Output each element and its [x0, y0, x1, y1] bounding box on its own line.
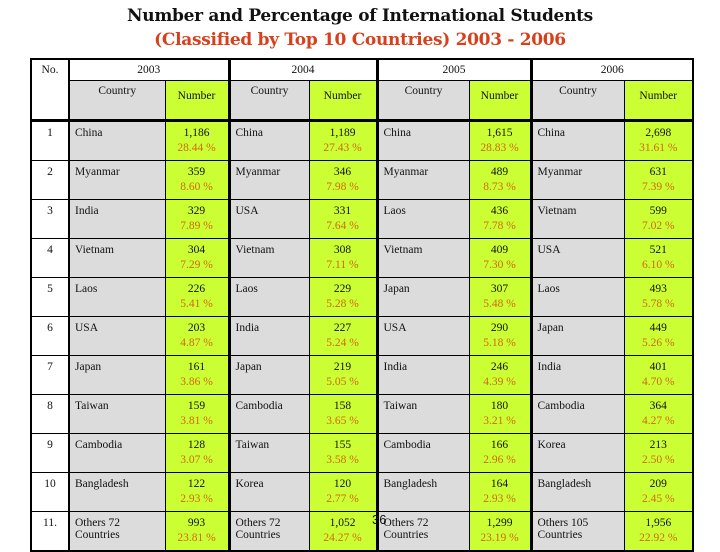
- country-cell: Myanmar: [229, 161, 309, 200]
- student-percentage: 28.83 %: [480, 142, 519, 154]
- student-percentage: 7.64 %: [326, 220, 359, 232]
- student-percentage: 23.19 %: [480, 532, 519, 544]
- students-table: [30, 58, 694, 552]
- student-percentage: 7.78 %: [483, 220, 516, 232]
- number-cell: [165, 434, 229, 473]
- number-cell: [624, 473, 693, 512]
- number-cell: [469, 395, 531, 434]
- country-cell: China: [531, 121, 624, 161]
- rank-cell: 1: [31, 121, 69, 161]
- student-percentage: 8.73 %: [483, 181, 516, 193]
- table-row: [31, 395, 693, 434]
- student-count: 1,299: [486, 517, 513, 529]
- student-percentage: 7.30 %: [483, 259, 516, 271]
- country-cell: Japan: [531, 317, 624, 356]
- student-count: 308: [333, 244, 352, 256]
- country-cell: Laos: [69, 278, 165, 317]
- student-percentage: 31.61 %: [639, 142, 678, 154]
- number-cell: [469, 161, 531, 200]
- table-row: [31, 434, 693, 473]
- student-count: 599: [649, 205, 667, 217]
- header-country: Country: [531, 81, 624, 121]
- student-percentage: 7.89 %: [180, 220, 213, 232]
- rank-cell: 10: [31, 473, 69, 512]
- country-cell: Taiwan: [377, 395, 469, 434]
- student-count: 164: [490, 478, 509, 490]
- number-cell: [165, 473, 229, 512]
- rank-cell: 5: [31, 278, 69, 317]
- student-percentage: 22.92 %: [639, 532, 678, 544]
- country-cell: Japan: [229, 356, 309, 395]
- table-row: [31, 473, 693, 512]
- number-cell: [165, 317, 229, 356]
- table-row: [31, 356, 693, 395]
- number-cell: [624, 278, 693, 317]
- student-count: 209: [649, 478, 667, 490]
- country-cell: Others 72 Countries: [229, 512, 309, 552]
- student-count: 161: [187, 361, 206, 373]
- page-number: 36: [372, 512, 387, 527]
- student-percentage: 4.87 %: [180, 337, 213, 349]
- student-count: 1,052: [329, 517, 356, 529]
- number-cell: [309, 395, 377, 434]
- country-cell: Taiwan: [69, 395, 165, 434]
- country-cell: Japan: [69, 356, 165, 395]
- student-count: 329: [187, 205, 206, 217]
- student-count: 449: [649, 322, 667, 334]
- country-cell: India: [531, 356, 624, 395]
- country-cell: Vietnam: [377, 239, 469, 278]
- student-count: 359: [187, 166, 206, 178]
- country-cell: Myanmar: [531, 161, 624, 200]
- rank-cell: 4: [31, 239, 69, 278]
- student-count: 159: [187, 400, 206, 412]
- rank-cell: 3: [31, 200, 69, 239]
- country-cell: Laos: [531, 278, 624, 317]
- country-cell: Bangladesh: [531, 473, 624, 512]
- number-cell: [469, 278, 531, 317]
- student-percentage: 4.70 %: [641, 376, 675, 388]
- header-no: No.: [31, 59, 69, 121]
- student-count: 2,698: [645, 127, 672, 139]
- country-cell: India: [229, 317, 309, 356]
- student-percentage: 3.81 %: [180, 415, 213, 427]
- student-percentage: 2.45 %: [641, 493, 675, 505]
- student-count: 246: [490, 361, 509, 373]
- country-cell: Bangladesh: [69, 473, 165, 512]
- rank-cell: 11.: [31, 512, 69, 552]
- table-row: [31, 200, 693, 239]
- number-cell: [469, 356, 531, 395]
- country-cell: Vietnam: [531, 200, 624, 239]
- student-count: 1,189: [329, 127, 356, 139]
- student-percentage: 8.60 %: [180, 181, 213, 193]
- page-subtitle: (Classified by Top 10 Countries) 2003 - 2006: [154, 30, 566, 50]
- number-cell: [469, 121, 531, 161]
- table-row: [31, 239, 693, 278]
- student-percentage: 5.05 %: [326, 376, 359, 388]
- header-number: Number: [165, 81, 229, 121]
- country-cell: Cambodia: [69, 434, 165, 473]
- number-cell: [165, 278, 229, 317]
- student-count: 401: [649, 361, 667, 373]
- student-count: 364: [649, 400, 667, 412]
- student-percentage: 7.39 %: [641, 181, 675, 193]
- country-cell: India: [69, 200, 165, 239]
- student-count: 219: [333, 361, 352, 373]
- student-count: 226: [187, 283, 206, 295]
- student-percentage: 7.11 %: [326, 259, 359, 271]
- country-cell: Bangladesh: [377, 473, 469, 512]
- student-count: 227: [333, 322, 352, 334]
- student-percentage: 3.65 %: [326, 415, 359, 427]
- student-percentage: 6.10 %: [641, 259, 675, 271]
- student-percentage: 23.81 %: [177, 532, 216, 544]
- number-cell: [624, 317, 693, 356]
- number-cell: [624, 356, 693, 395]
- student-count: 521: [649, 244, 667, 256]
- country-cell: Laos: [377, 200, 469, 239]
- number-cell: [624, 239, 693, 278]
- number-cell: [165, 121, 229, 161]
- number-cell: [469, 239, 531, 278]
- country-cell: Cambodia: [531, 395, 624, 434]
- header-year-2003: 2003: [69, 59, 229, 81]
- student-percentage: 2.77 %: [326, 493, 359, 505]
- student-count: 290: [490, 322, 509, 334]
- table-row: [31, 512, 693, 552]
- number-cell: [309, 239, 377, 278]
- student-count: 409: [490, 244, 509, 256]
- number-cell: [165, 512, 229, 552]
- country-cell: Myanmar: [69, 161, 165, 200]
- number-cell: [469, 473, 531, 512]
- student-percentage: 7.02 %: [641, 220, 675, 232]
- student-count: 120: [333, 478, 352, 490]
- country-cell: Vietnam: [229, 239, 309, 278]
- number-cell: [469, 512, 531, 552]
- student-percentage: 2.93 %: [483, 493, 516, 505]
- student-percentage: 5.28 %: [326, 298, 359, 310]
- rank-cell: 7: [31, 356, 69, 395]
- header-country: Country: [229, 81, 309, 121]
- number-cell: [309, 317, 377, 356]
- header-number: Number: [309, 81, 377, 121]
- country-cell: Others 105 Countries: [531, 512, 624, 552]
- student-percentage: 3.86 %: [180, 376, 213, 388]
- rank-cell: 9: [31, 434, 69, 473]
- student-count: 122: [187, 478, 206, 490]
- student-percentage: 4.39 %: [483, 376, 516, 388]
- student-count: 307: [490, 283, 509, 295]
- page-title: Number and Percentage of International Students: [127, 6, 593, 26]
- number-cell: [165, 161, 229, 200]
- rank-cell: 6: [31, 317, 69, 356]
- country-cell: Korea: [229, 473, 309, 512]
- student-count: 631: [649, 166, 667, 178]
- student-count: 155: [333, 439, 352, 451]
- number-cell: [469, 317, 531, 356]
- header-country: Country: [377, 81, 469, 121]
- number-cell: [165, 200, 229, 239]
- country-cell: Cambodia: [377, 434, 469, 473]
- number-cell: [309, 278, 377, 317]
- header-year-2006: 2006: [531, 59, 693, 81]
- country-cell: USA: [531, 239, 624, 278]
- student-count: 180: [490, 400, 509, 412]
- student-count: 436: [490, 205, 509, 217]
- table-row: [31, 161, 693, 200]
- student-count: 229: [333, 283, 352, 295]
- student-percentage: 5.18 %: [483, 337, 516, 349]
- student-percentage: 27.43 %: [323, 142, 362, 154]
- country-cell: Japan: [377, 278, 469, 317]
- country-cell: USA: [69, 317, 165, 356]
- student-percentage: 3.58 %: [326, 454, 359, 466]
- student-count: 203: [187, 322, 206, 334]
- table-row: [31, 278, 693, 317]
- student-count: 1,186: [183, 127, 210, 139]
- number-cell: [624, 434, 693, 473]
- country-cell: Cambodia: [229, 395, 309, 434]
- student-count: 493: [649, 283, 667, 295]
- header-year-2004: 2004: [229, 59, 377, 81]
- number-cell: [309, 356, 377, 395]
- country-cell: Others 72 Countries: [377, 512, 469, 552]
- country-cell: Taiwan: [229, 434, 309, 473]
- student-count: 1,615: [486, 127, 513, 139]
- country-cell: Laos: [229, 278, 309, 317]
- number-cell: [469, 434, 531, 473]
- number-cell: [165, 239, 229, 278]
- number-cell: [309, 161, 377, 200]
- number-cell: [309, 434, 377, 473]
- student-percentage: 7.98 %: [326, 181, 359, 193]
- number-cell: [309, 473, 377, 512]
- student-count: 1,956: [645, 517, 672, 529]
- student-percentage: 24.27 %: [323, 532, 362, 544]
- student-count: 166: [490, 439, 509, 451]
- country-cell: Korea: [531, 434, 624, 473]
- student-percentage: 5.24 %: [326, 337, 359, 349]
- table-row: [31, 317, 693, 356]
- number-cell: [624, 395, 693, 434]
- student-percentage: 4.27 %: [641, 415, 675, 427]
- number-cell: [309, 200, 377, 239]
- student-percentage: 2.96 %: [483, 454, 516, 466]
- country-cell: China: [377, 121, 469, 161]
- student-percentage: 5.41 %: [180, 298, 213, 310]
- student-count: 158: [333, 400, 352, 412]
- country-cell: USA: [229, 200, 309, 239]
- table-row: [31, 121, 693, 161]
- header-number: Number: [469, 81, 531, 121]
- rank-cell: 8: [31, 395, 69, 434]
- number-cell: [624, 121, 693, 161]
- country-cell: China: [229, 121, 309, 161]
- number-cell: [165, 395, 229, 434]
- number-cell: [624, 512, 693, 552]
- country-cell: Others 72 Countries: [69, 512, 165, 552]
- number-cell: [165, 356, 229, 395]
- header-year-2005: 2005: [377, 59, 531, 81]
- student-count: 489: [490, 166, 509, 178]
- number-cell: [309, 121, 377, 161]
- country-cell: China: [69, 121, 165, 161]
- rank-cell: 2: [31, 161, 69, 200]
- country-cell: India: [377, 356, 469, 395]
- number-cell: [309, 512, 377, 552]
- student-count: 993: [187, 517, 206, 529]
- student-percentage: 2.50 %: [641, 454, 675, 466]
- student-count: 346: [333, 166, 352, 178]
- header-country: Country: [69, 81, 165, 121]
- number-cell: [624, 200, 693, 239]
- student-count: 331: [333, 205, 352, 217]
- student-percentage: 5.26 %: [641, 337, 675, 349]
- header-number: Number: [624, 81, 693, 121]
- country-cell: Myanmar: [377, 161, 469, 200]
- student-count: 213: [649, 439, 667, 451]
- student-percentage: 3.07 %: [180, 454, 213, 466]
- student-count: 304: [187, 244, 206, 256]
- country-cell: Vietnam: [69, 239, 165, 278]
- student-percentage: 5.48 %: [483, 298, 516, 310]
- student-percentage: 3.21 %: [483, 415, 516, 427]
- student-count: 128: [187, 439, 206, 451]
- country-cell: USA: [377, 317, 469, 356]
- student-percentage: 2.93 %: [180, 493, 213, 505]
- number-cell: [624, 161, 693, 200]
- student-percentage: 7.29 %: [180, 259, 213, 271]
- student-percentage: 5.78 %: [641, 298, 675, 310]
- student-percentage: 28.44 %: [177, 142, 216, 154]
- number-cell: [469, 200, 531, 239]
